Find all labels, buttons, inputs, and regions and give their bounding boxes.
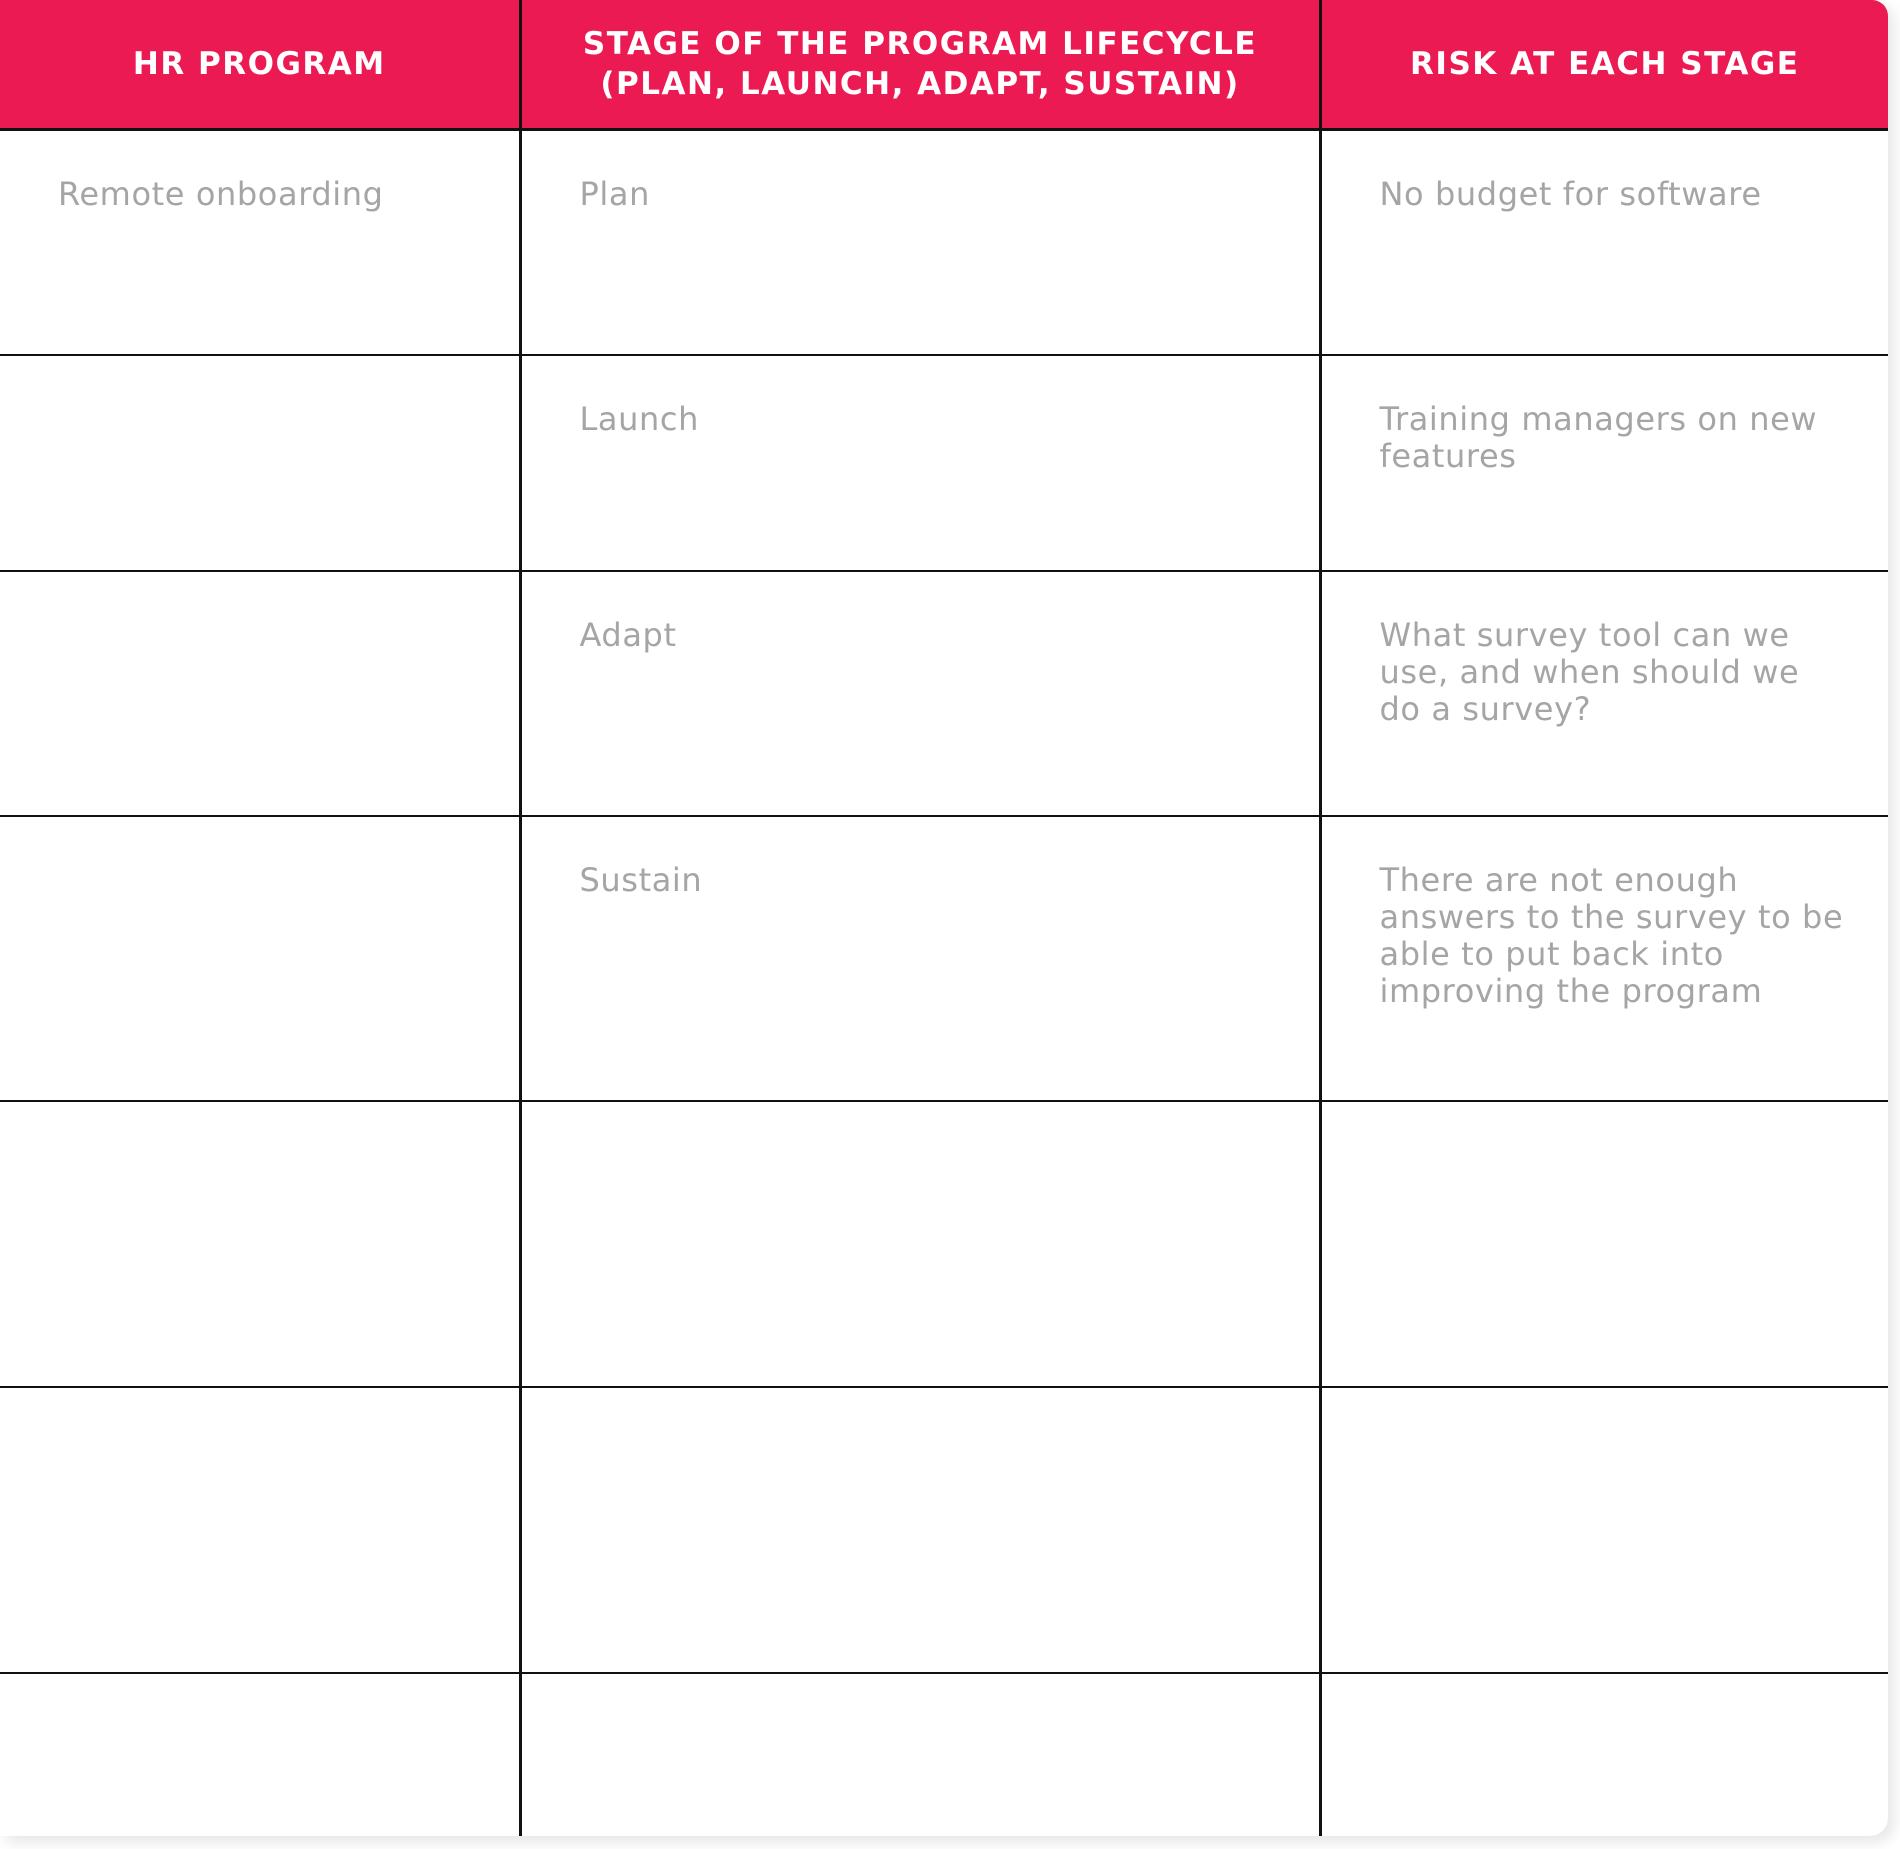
table-row [0,1101,1888,1387]
table-row [0,355,1888,571]
table-row [0,571,1888,816]
cell-risk: There are not enough answers to the survey to be able to put back into improving the program [1320,816,1888,1101]
cell-stage: Launch [520,355,1320,571]
header-hr-program: HR PROGRAM [0,0,520,130]
cell-stage [520,1673,1320,1836]
cell-risk: What survey tool can we use, and when should we do a survey? [1320,571,1888,816]
cell-risk: Training managers on new features [1320,355,1888,571]
cell-program [0,1673,520,1836]
cell-risk: No budget for software [1320,130,1888,356]
cell-program: Remote onboarding [58,175,384,213]
cell-risk [1320,1387,1888,1673]
table-row [0,130,1888,356]
header-risk: RISK AT EACH STAGE [1320,0,1888,130]
cell-stage: Sustain [520,816,1320,1101]
cell-risk [1320,1673,1888,1836]
header-row [0,0,1888,130]
cell-program [0,1387,520,1673]
table-row [0,1387,1888,1673]
cell-stage: Plan [520,130,1320,356]
cell-program [0,571,520,816]
table-row [0,816,1888,1101]
cell-program [0,355,520,571]
cell-stage [520,1387,1320,1673]
cell-program [0,816,520,1101]
cell-stage: Adapt [520,571,1320,816]
cell-program [0,1101,520,1387]
cell-stage [520,1101,1320,1387]
table-row [0,1673,1888,1836]
header-lifecycle-stage: STAGE OF THE PROGRAM LIFECYCLE (PLAN, LAUNCH, ADAPT, SUSTAIN) [520,0,1320,130]
cell-risk [1320,1101,1888,1387]
